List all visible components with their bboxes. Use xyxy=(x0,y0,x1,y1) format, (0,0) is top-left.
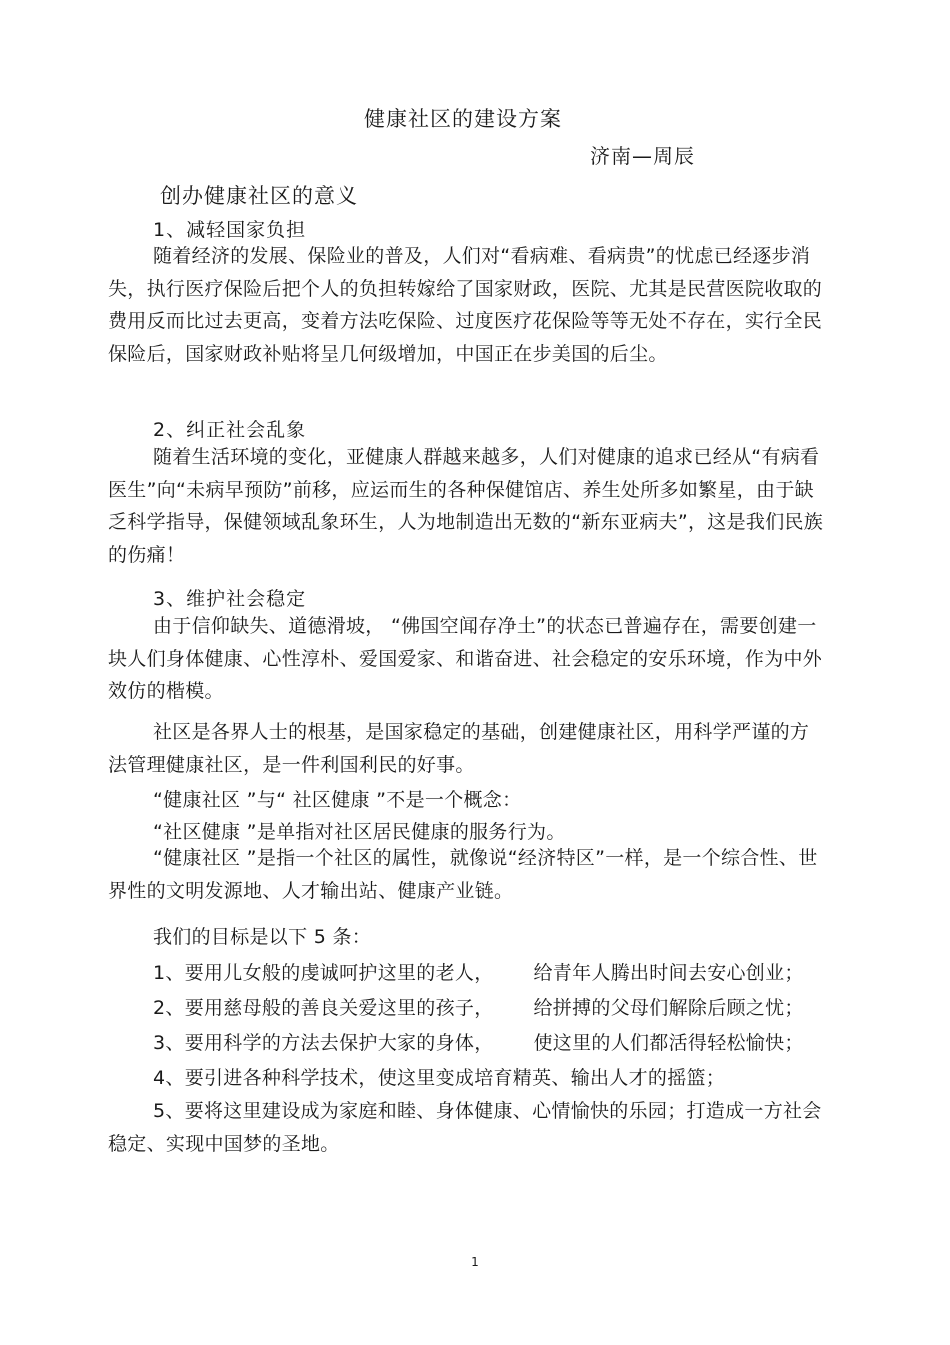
goal-text-b: 给青年人腾出时间去安心创业； xyxy=(533,962,804,984)
document-author: 济南—周辰 xyxy=(590,144,695,168)
goal-text-a: 4、要引进各种科学技术，使这里变成培育精英、输出人才的摇篮； xyxy=(153,1067,726,1089)
section-title: 创办健康社区的意义 xyxy=(160,184,358,208)
community-health-line: “社区健康 ”是单指对社区居民健康的服务行为。 xyxy=(153,821,566,843)
paragraph-community: 社区是各界人士的根基，是国家稳定的基础，创建健康社区，用科学严谨的方法管理健康社区，是一件利国利民的好事。 xyxy=(108,721,810,776)
heading-3: 3、维护社会稳定 xyxy=(153,588,307,610)
heading-1: 1、减轻国家负担 xyxy=(153,219,307,241)
goal-item-1 xyxy=(153,958,804,985)
goal-text-b: 给拼搏的父母们解除后顾之忧； xyxy=(533,997,804,1019)
goal-item-3 xyxy=(153,1028,804,1055)
page-number: 1 xyxy=(471,1255,479,1269)
paragraph-healthy-community: “健康社区 ”是指一个社区的属性，就像说“经济特区”一样，是一个综合性、世界性的文明发源地、人才输出站、健康产业链。 xyxy=(108,847,818,902)
goals-intro: 我们的目标是以下 5 条： xyxy=(153,926,372,948)
paragraph-2: 随着生活环境的变化，亚健康人群越来越多，人们对健康的追求已经从“有病看医生”向“未病早预防”前移，应运而生的各种保健馆店、养生处所多如繁星，由于缺乏科学指导，保健领域乱象环生，人为地制造出无数的“新东亚病夫”，这是我们民族的伤痛！ xyxy=(108,446,824,566)
goal-text-a: 1、要用儿女般的虔诚呵护这里的老人， xyxy=(153,962,494,984)
goal-text-a: 3、要用科学的方法去保护大家的身体， xyxy=(153,1032,494,1054)
paragraph-1: 随着经济的发展、保险业的普及，人们对“看病难、看病贵”的忧虑已经逐步消失，执行医疗保险后把个人的负担转嫁给了国家财政，医院、尤其是民营医院收取的费用反而比过去更高，变着方法吃保险、过度医疗花保险等等无处不存在，实行全民保险后，国家财政补贴将呈几何级增加，中国正在步美国的后尘。 xyxy=(108,245,823,365)
goal-item-2 xyxy=(153,993,804,1020)
document-title: 健康社区的建设方案 xyxy=(364,107,562,131)
concept-line: “健康社区 ”与“ 社区健康 ”不是一个概念： xyxy=(153,789,522,811)
goal-item-5: 5、要将这里建设成为家庭和睦、身体健康、心情愉快的乐园；打造成一方社会稳定、实现中国梦的圣地。 xyxy=(108,1100,822,1155)
goal-text-b: 使这里的人们都活得轻松愉快； xyxy=(533,1032,804,1054)
goal-text-a: 2、要用慈母般的善良关爱这里的孩子， xyxy=(153,997,494,1019)
heading-2: 2、纠正社会乱象 xyxy=(153,419,307,441)
paragraph-3: 由于信仰缺失、道德滑坡， “佛国空闻存净土”的状态已普遍存在，需要创建一块人们身体健康、心性淳朴、爱国爱家、和谐奋进、社会稳定的安乐环境，作为中外效仿的楷模。 xyxy=(108,615,823,702)
goal-item-4 xyxy=(153,1063,725,1090)
